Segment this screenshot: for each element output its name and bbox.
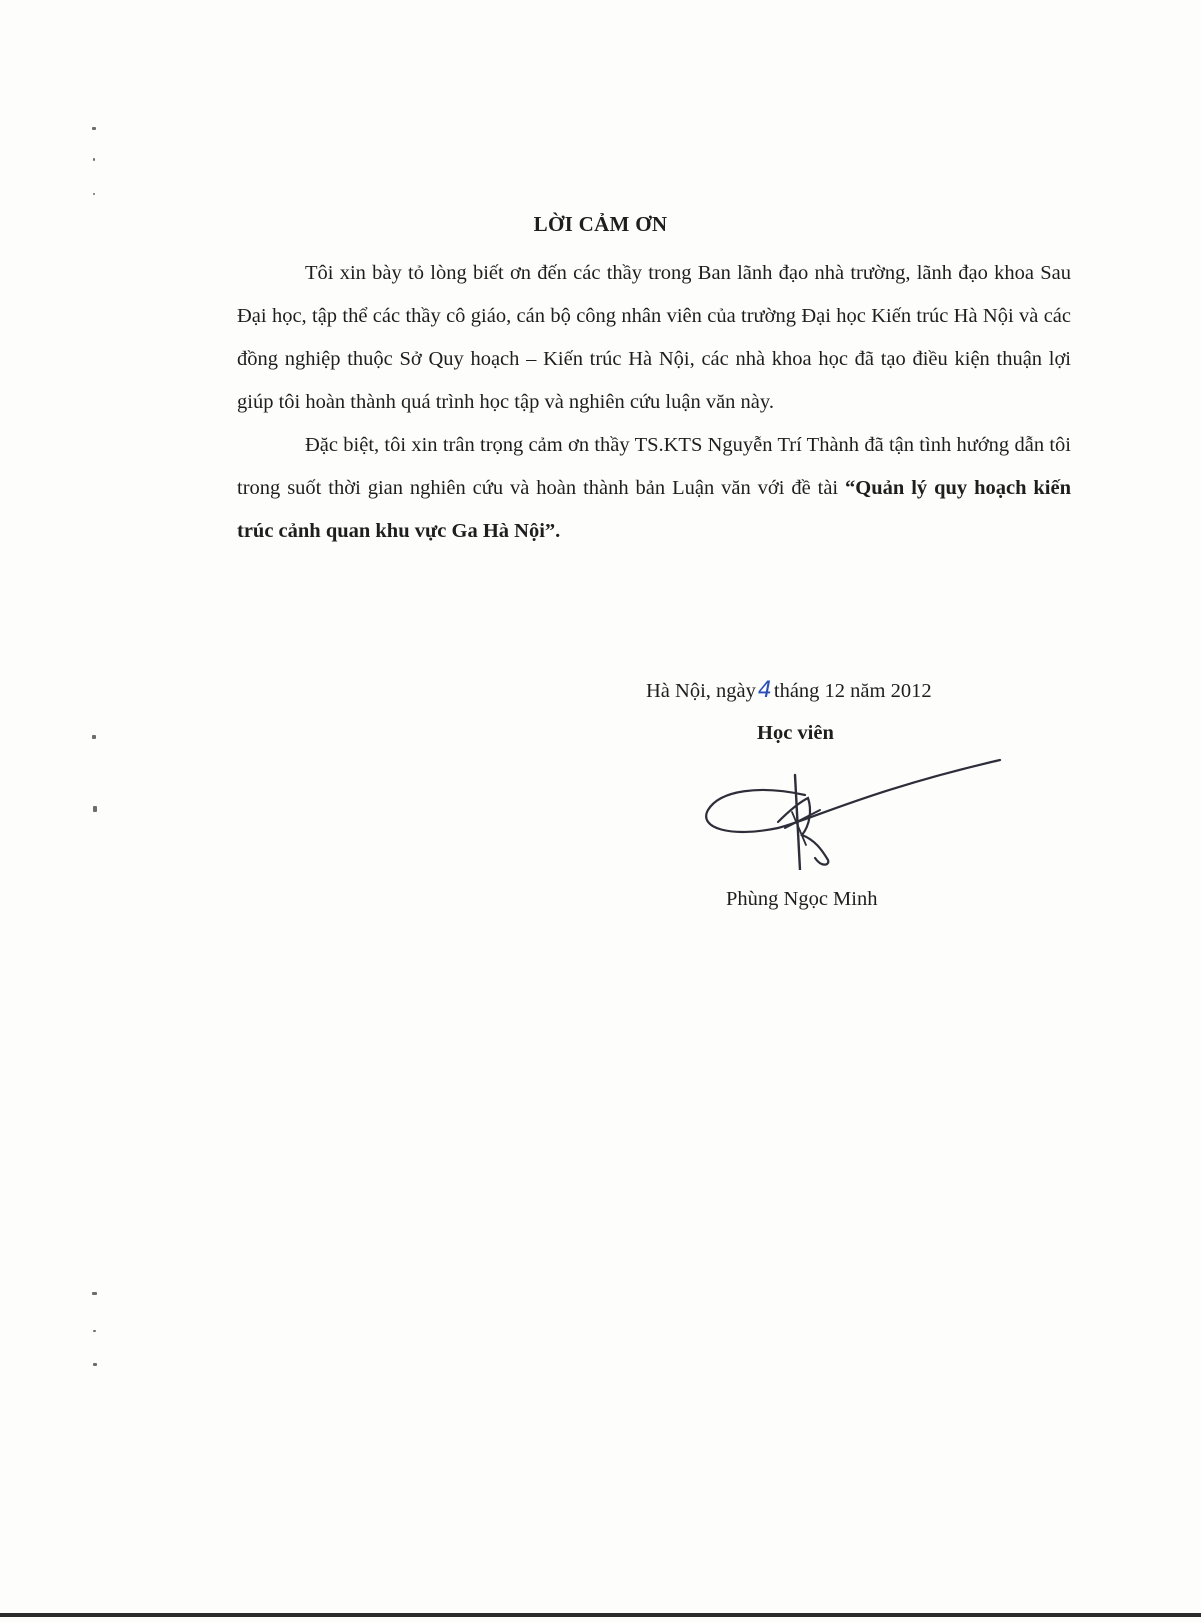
date-prefix: Hà Nội, ngày (646, 680, 756, 702)
document-title: LỜI CẢM ƠN (533, 212, 668, 236)
scan-speck (93, 193, 95, 195)
date-suffix: tháng 12 năm 2012 (773, 680, 932, 702)
scan-speck (92, 127, 96, 130)
signature-image (700, 750, 1020, 870)
thesis-title: “Quản lý quy hoạch kiến trúc cảnh quan khu vực Ga Hà Nội”. (237, 477, 1071, 542)
date-day-handwritten: 4 (757, 678, 772, 703)
paragraph-2-text: Đặc biệt, tôi xin trân trọng cảm ơn thầy TS.KTS Nguyễn Trí Thành đã tận tình hướng dẫn tôi trong suốt thời gian nghiên cứu và hoàn thành bản Luận văn với đề tài (237, 434, 1071, 499)
acknowledgement-body (237, 252, 1071, 553)
paragraph-2 (237, 424, 1071, 553)
scan-speck (93, 1363, 97, 1366)
date-line (646, 678, 932, 703)
scan-speck (93, 806, 97, 812)
signer-role: Học viên (757, 722, 834, 744)
paragraph-1: Tôi xin bày tỏ lòng biết ơn đến các thầy trong Ban lãnh đạo nhà trường, lãnh đạo khoa Sau Đại học, tập thể các thầy cô giáo, cán bộ công nhân viên của trường Đại học Kiến trúc Hà Nội và các đồng nghiệp thuộc Sở Quy hoạch – Kiến trúc Hà Nội, các nhà khoa học đã tạo điều kiện thuận lợi giúp tôi hoàn thành quá trình học tập và nghiên cứu luận văn này. (237, 262, 1071, 413)
scan-edge-rule (0, 1613, 1201, 1617)
scan-speck (92, 735, 96, 739)
signer-name: Phùng Ngọc Minh (726, 888, 878, 910)
scan-speck (93, 1330, 96, 1332)
scan-speck (93, 158, 95, 161)
scan-speck (92, 1292, 97, 1295)
